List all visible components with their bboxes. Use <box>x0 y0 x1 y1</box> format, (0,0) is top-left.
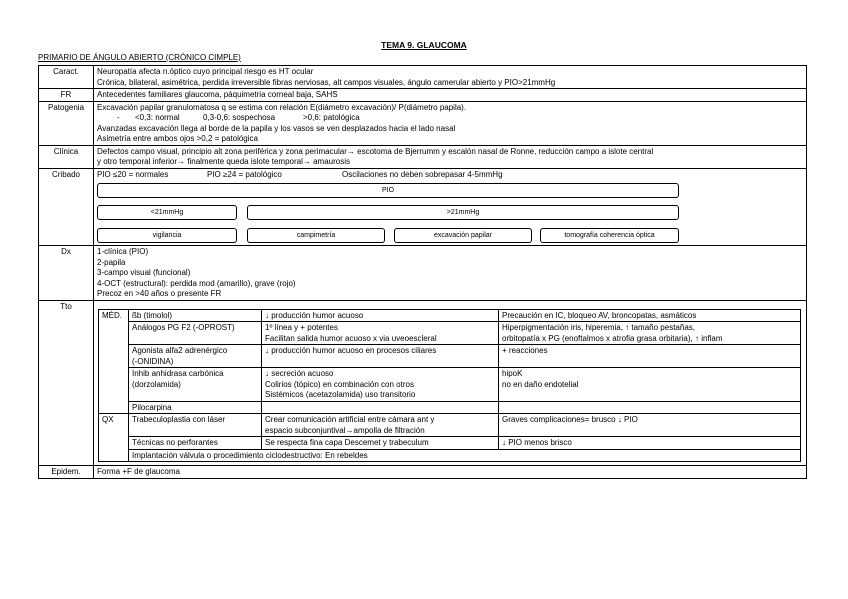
text-line: 3-campo visual (funcional) <box>97 268 191 277</box>
row-content <box>94 66 807 89</box>
row-content <box>94 246 807 301</box>
row-clinica <box>39 145 807 168</box>
treatment-row <box>99 414 801 437</box>
cell-line: Hiperpigmentación iris, hiperemia, ↑ tamaño pestañas, <box>502 323 695 332</box>
cell-line: Graves complicaciones= brusco ↓ PIO <box>502 415 638 424</box>
row-epidem <box>39 466 807 479</box>
section-subtitle: PRIMARIO DE ÁNGULO ABIERTO (CRÓNICO CIMPLE) <box>38 53 241 62</box>
row-patogenia <box>39 101 807 145</box>
row-fr <box>39 89 807 102</box>
text-line: Crónica, bilateral, asimétrica, perdida irreversible fibras nerviosas, alt campos visuales, ángulo camerular abierto y PIO>21mmHg <box>97 77 556 87</box>
row-content <box>94 145 807 168</box>
flow-box-low: <21mmHg <box>97 205 237 220</box>
cell-line: Crear comunicación artificial entre cámara ant y <box>265 415 435 424</box>
text-line: Antecedentes familiares glaucoma, páquimetria corneal baja, SAHS <box>97 90 338 99</box>
text-line: Defectos campo visual, principio alt zona periférica y zona perimacular→ escotoma de Bjerrumm y escalón nasal de Ronne, reducción campo a islote central <box>97 146 654 156</box>
row-caract <box>39 66 807 89</box>
surgery-name <box>129 414 262 437</box>
cell-line: Análogos PG F2 (-OPROST) <box>132 323 235 332</box>
cell-line: 1º línea y + potentes <box>265 323 338 332</box>
cell-line: no en daño endotelial <box>502 379 579 389</box>
treatment-table <box>98 309 801 463</box>
row-content <box>94 89 807 102</box>
row-label: Dx <box>39 246 94 301</box>
text-line: Excavación papilar granulomatosa q se estima con relación E(diámetro excavación)/ P(diámetro papila). <box>97 102 467 112</box>
cell-line: ↓ secreción acuoso <box>265 369 334 378</box>
text-line: Forma +F de glaucoma <box>97 467 180 476</box>
cell-line: espacio subconjuntival→ampolla de filtración <box>265 425 425 435</box>
text-line: Neuropatía afecta n.óptico cuyo principal riesgo es HT ocular <box>97 67 314 76</box>
treatment-row <box>99 309 801 322</box>
cell-line: Inhib anhidrasa carbónica <box>132 369 224 378</box>
row-cribado <box>39 168 807 246</box>
cell-line: Se respecta fina capa Descemet y trabeculum <box>265 438 429 447</box>
text-line: 2-papila <box>97 257 126 267</box>
screening-flowchart <box>97 180 803 245</box>
row-content <box>94 466 807 479</box>
drug-effect <box>262 368 499 402</box>
row-tto <box>39 300 807 466</box>
drug-effect <box>262 322 499 345</box>
document-title: TEMA 9. GLAUCOMA <box>381 40 467 50</box>
surgery-effect <box>262 437 499 450</box>
medical-group-label: MÉD. <box>99 309 129 414</box>
surgery-note <box>499 414 801 437</box>
cell-line: ↓ producción humor acuoso en procesos ciliares <box>265 346 437 355</box>
range-suspect: 0,3-0,6: sospechosa <box>203 113 276 122</box>
row-label: Clínica <box>39 145 94 168</box>
text-line: 4-OCT (estructural): perdida mod (amarillo), grave (rojo) <box>97 278 296 288</box>
cell-line: Agonista alfa2 adrenérgico <box>132 346 228 355</box>
row-label: Patogenia <box>39 101 94 145</box>
cell-line: Precaución en IC, bloqueo AV, broncopatas, asmáticos <box>502 310 697 320</box>
implant-text: Implantación válvula o procedimiento ciclodestructivo: En rebeldes <box>129 449 801 462</box>
row-label: Caract. <box>39 66 94 89</box>
treatment-row <box>99 437 801 450</box>
flow-box-excavation: excavación papilar <box>394 228 532 243</box>
treatment-row <box>99 449 801 462</box>
text-line: Precoz en >40 años o presente FR <box>97 289 222 298</box>
text-line: 1-clínica (PIO) <box>97 247 149 256</box>
drug-effect <box>262 309 499 322</box>
surgery-name <box>129 437 262 450</box>
drug-note <box>499 322 801 345</box>
cell-line: Facilitan salida humor acuoso x via uveoescleral <box>265 333 437 343</box>
treatment-row <box>99 345 801 368</box>
range-pathologic: >0,6: patológica <box>303 113 360 122</box>
cell-line: + reacciones <box>502 346 548 355</box>
drug-name <box>129 368 262 402</box>
cell-line: Pilocarpina <box>132 402 172 412</box>
pio-oscillation: Oscilaciones no deben sobrepasar 4-5mmHg <box>342 169 503 179</box>
drug-name <box>129 345 262 368</box>
drug-effect <box>262 401 499 414</box>
cell-line: orbitopatía x PG (enoftalmos x atrofia grasa orbitaria), ↑ inflam <box>502 333 723 343</box>
pio-pathologic: PIO ≥24 = patológico <box>207 169 282 179</box>
ratio-ranges <box>97 113 803 124</box>
cell-line: Colirios (tópico) en combinación con otros <box>265 379 414 389</box>
drug-note <box>499 401 801 414</box>
treatment-row <box>99 322 801 345</box>
text-line: Avanzadas excavación llega al borde de la papila y los vasos se ven desplazados hacia el lado nasal <box>97 123 456 133</box>
screening-values <box>97 170 803 181</box>
pio-normal: PIO ≤20 = normales <box>97 169 169 179</box>
text-line: Asimetría entre ambos ojos >0,2 = patológica <box>97 134 258 143</box>
cell-line: ßb (timolol) <box>132 310 173 320</box>
drug-name <box>129 322 262 345</box>
cell-line: (-ONIDINA) <box>132 356 174 366</box>
flow-box-high: >21mmHg <box>247 205 679 220</box>
treatment-row <box>99 401 801 414</box>
cell-line: Sistémicos (acetazolamida) uso transitorio <box>265 390 416 399</box>
row-dx <box>39 246 807 301</box>
cell-line: Técnicas no perforantes <box>132 438 218 447</box>
cell-line: Trabeculoplastia con láser <box>132 415 226 424</box>
glaucoma-table <box>38 65 807 479</box>
surgery-note <box>499 437 801 450</box>
drug-note <box>499 368 801 402</box>
drug-name <box>129 309 262 322</box>
cell-line: hipoK <box>502 369 523 378</box>
surgery-effect <box>262 414 499 437</box>
cell-line: (dorzolamida) <box>132 379 181 389</box>
flow-box-pio: PIO <box>97 183 679 198</box>
text-line: y otro temporal inferior→ finalmente queda islote temporal→ amaurosis <box>97 157 351 166</box>
flow-box-campimetry: campimetría <box>247 228 385 243</box>
treatment-row <box>99 368 801 402</box>
drug-name <box>129 401 262 414</box>
bullet: - <box>117 113 120 122</box>
flow-box-vigilance: vigilancia <box>97 228 237 243</box>
cell-line: ↓ PIO menos brisco <box>502 438 572 447</box>
row-label: Cribado <box>39 168 94 246</box>
row-content <box>94 101 807 145</box>
surgical-group-label: QX <box>99 414 129 462</box>
drug-note <box>499 309 801 322</box>
row-label: Tto <box>39 300 94 466</box>
row-label: Epidem. <box>39 466 94 479</box>
range-normal: <0,3: normal <box>135 113 180 122</box>
row-content <box>94 300 807 466</box>
flow-box-oct: tomografía coherencia óptica <box>540 228 679 243</box>
row-content <box>94 168 807 246</box>
cell-line: ↓ producción humor acuoso <box>265 310 364 320</box>
row-label: FR <box>39 89 94 102</box>
drug-note <box>499 345 801 368</box>
drug-effect <box>262 345 499 368</box>
